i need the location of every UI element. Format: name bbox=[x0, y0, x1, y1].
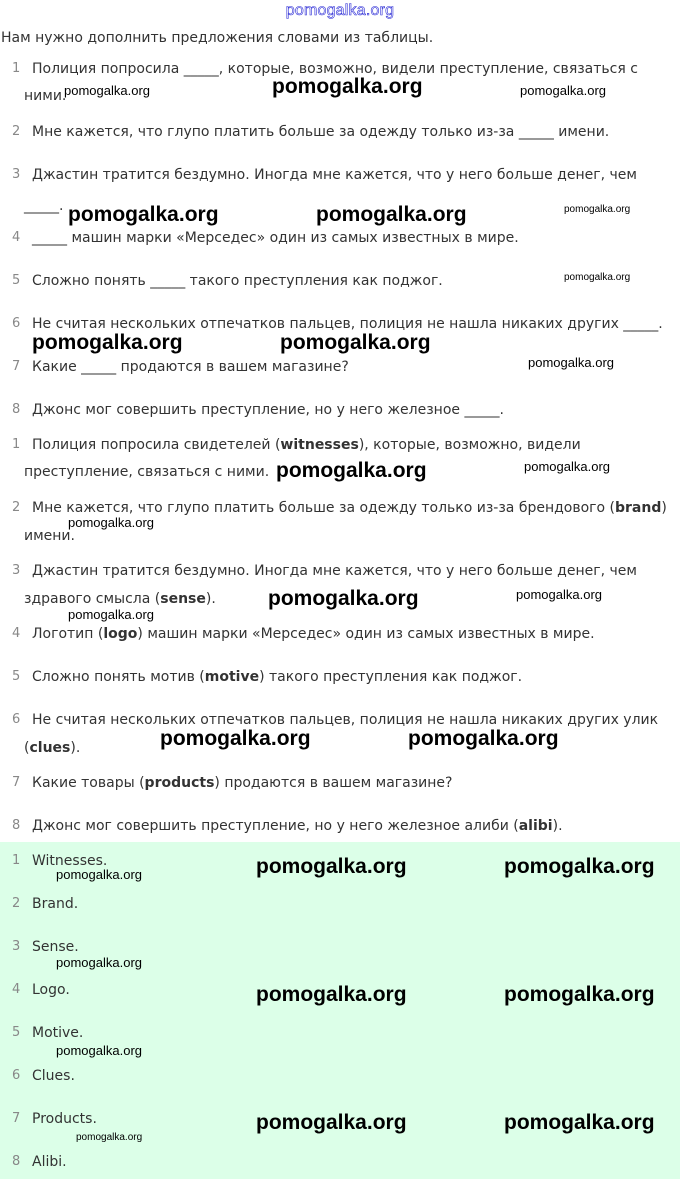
watermark: pomogalka.org bbox=[528, 355, 614, 370]
item-text: Logo. bbox=[32, 982, 70, 998]
item-text: Мне кажется, что глупо платить больше за одежду только из-за брендового (brand) bbox=[32, 500, 667, 516]
watermark: pomogalka.org bbox=[32, 331, 183, 354]
item-text: Какие _____ продаются в вашем магазине? bbox=[32, 359, 349, 375]
item-text: Сложно понять _____ такого преступления как поджог. bbox=[32, 273, 443, 289]
item-number: 2 bbox=[12, 124, 21, 139]
item-text: Логотип (logo) машин марки «Мерседес» один из самых известных в мире. bbox=[32, 626, 595, 642]
item-number: 3 bbox=[12, 563, 21, 578]
item-text: имени. bbox=[24, 528, 75, 544]
item-text: Brand. bbox=[32, 896, 79, 912]
watermark: pomogalka.org bbox=[524, 459, 610, 474]
item-number: 4 bbox=[12, 230, 21, 245]
item-text: преступление, связаться с ними. bbox=[24, 464, 270, 480]
item-text: Sense. bbox=[32, 939, 79, 955]
item-number: 1 bbox=[12, 853, 21, 868]
item-number: 7 bbox=[12, 1111, 21, 1126]
item-number: 1 bbox=[12, 61, 21, 76]
item-text: Alibi. bbox=[32, 1154, 67, 1170]
item-number: 6 bbox=[12, 1068, 21, 1083]
item-number: 8 bbox=[12, 402, 21, 417]
item-text: Не считая нескольких отпечатков пальцев, полиция не нашла никаких других улик bbox=[32, 712, 659, 728]
item-number: 2 bbox=[12, 896, 21, 911]
answer-word: brand bbox=[615, 500, 662, 516]
watermark: pomogalka.org bbox=[564, 204, 631, 215]
watermark: pomogalka.org bbox=[504, 1111, 655, 1134]
item-text: Полиция попросила _____, которые, возможно, видели преступление, связаться с bbox=[32, 61, 638, 77]
answer-word: sense bbox=[160, 591, 206, 607]
answer-word: clues bbox=[29, 740, 71, 756]
item-text: Clues. bbox=[32, 1068, 75, 1084]
item-number: 4 bbox=[12, 982, 21, 997]
watermark: pomogalka.org bbox=[56, 1043, 142, 1058]
item-number: 8 bbox=[12, 1154, 21, 1169]
item-number: 3 bbox=[12, 167, 21, 182]
item-text: Motive. bbox=[32, 1025, 84, 1041]
item-number: 2 bbox=[12, 500, 21, 515]
item-text: _____ машин марки «Мерседес» один из самых известных в мире. bbox=[32, 230, 519, 246]
item-number: 3 bbox=[12, 939, 21, 954]
item-text: Полиция попросила свидетелей (witnesses), которые, возможно, видели bbox=[32, 437, 581, 453]
item-text: Джонс мог совершить преступление, но у него железное алиби (alibi). bbox=[32, 818, 563, 834]
watermark: pomogalka.org bbox=[64, 83, 150, 98]
item-number: 8 bbox=[12, 818, 21, 833]
watermark: pomogalka.org bbox=[256, 1111, 407, 1134]
item-text: ними. bbox=[24, 88, 67, 104]
watermark: pomogalka.org bbox=[56, 867, 142, 882]
watermark: pomogalka.org bbox=[516, 587, 602, 602]
watermark: pomogalka.org bbox=[564, 272, 631, 283]
item-text: здравого смысла (sense). bbox=[24, 591, 216, 607]
answer-word: products bbox=[144, 775, 215, 791]
watermark: pomogalka.org bbox=[504, 855, 655, 878]
watermark: pomogalka.org bbox=[68, 203, 219, 226]
watermark: pomogalka.org bbox=[280, 331, 431, 354]
watermark: pomogalka.org bbox=[504, 983, 655, 1006]
answer-word: alibi bbox=[518, 818, 553, 834]
item-text: Мне кажется, что глупо платить больше за одежду только из-за _____ имени. bbox=[32, 124, 610, 140]
item-text: _____. bbox=[24, 198, 64, 214]
watermark: pomogalka.org bbox=[276, 459, 427, 482]
watermark: pomogalka.org bbox=[256, 983, 407, 1006]
site-header[interactable]: pomogalka.org bbox=[285, 2, 395, 19]
watermark: pomogalka.org bbox=[56, 955, 142, 970]
item-text: Сложно понять мотив (motive) такого преступления как поджог. bbox=[32, 669, 523, 685]
watermark: pomogalka.org bbox=[160, 727, 311, 750]
item-text: Не считая нескольких отпечатков пальцев, полиция не нашла никаких других _____. bbox=[32, 316, 663, 332]
watermark: pomogalka.org bbox=[272, 75, 423, 98]
item-text: Какие товары (products) продаются в вашем магазине? bbox=[32, 775, 453, 791]
item-number: 4 bbox=[12, 626, 21, 641]
item-text: Джастин тратится бездумно. Иногда мне кажется, что у него больше денег, чем bbox=[32, 563, 637, 579]
item-number: 7 bbox=[12, 359, 21, 374]
intro-text: Нам нужно дополнить предложения словами из таблицы. bbox=[1, 30, 434, 46]
answer-word: logo bbox=[103, 626, 138, 642]
watermark: pomogalka.org bbox=[256, 855, 407, 878]
item-number: 7 bbox=[12, 775, 21, 790]
watermark: pomogalka.org bbox=[520, 83, 606, 98]
item-text: Witnesses. bbox=[32, 853, 108, 869]
watermark: pomogalka.org bbox=[268, 587, 419, 610]
item-number: 5 bbox=[12, 273, 21, 288]
item-number: 5 bbox=[12, 669, 21, 684]
item-text: Джонс мог совершить преступление, но у него железное _____. bbox=[32, 402, 504, 418]
watermark: pomogalka.org bbox=[408, 727, 559, 750]
item-number: 6 bbox=[12, 712, 21, 727]
watermark: pomogalka.org bbox=[68, 607, 154, 622]
item-number: 5 bbox=[12, 1025, 21, 1040]
answer-word: witnesses bbox=[280, 437, 359, 453]
item-text: Products. bbox=[32, 1111, 97, 1127]
watermark: pomogalka.org bbox=[76, 1132, 143, 1143]
answer-word: motive bbox=[204, 669, 260, 685]
item-number: 6 bbox=[12, 316, 21, 331]
item-number: 1 bbox=[12, 437, 21, 452]
watermark: pomogalka.org bbox=[68, 515, 154, 530]
item-text: Джастин тратится бездумно. Иногда мне кажется, что у него больше денег, чем bbox=[32, 167, 637, 183]
watermark: pomogalka.org bbox=[316, 203, 467, 226]
item-text: (clues). bbox=[24, 740, 81, 756]
